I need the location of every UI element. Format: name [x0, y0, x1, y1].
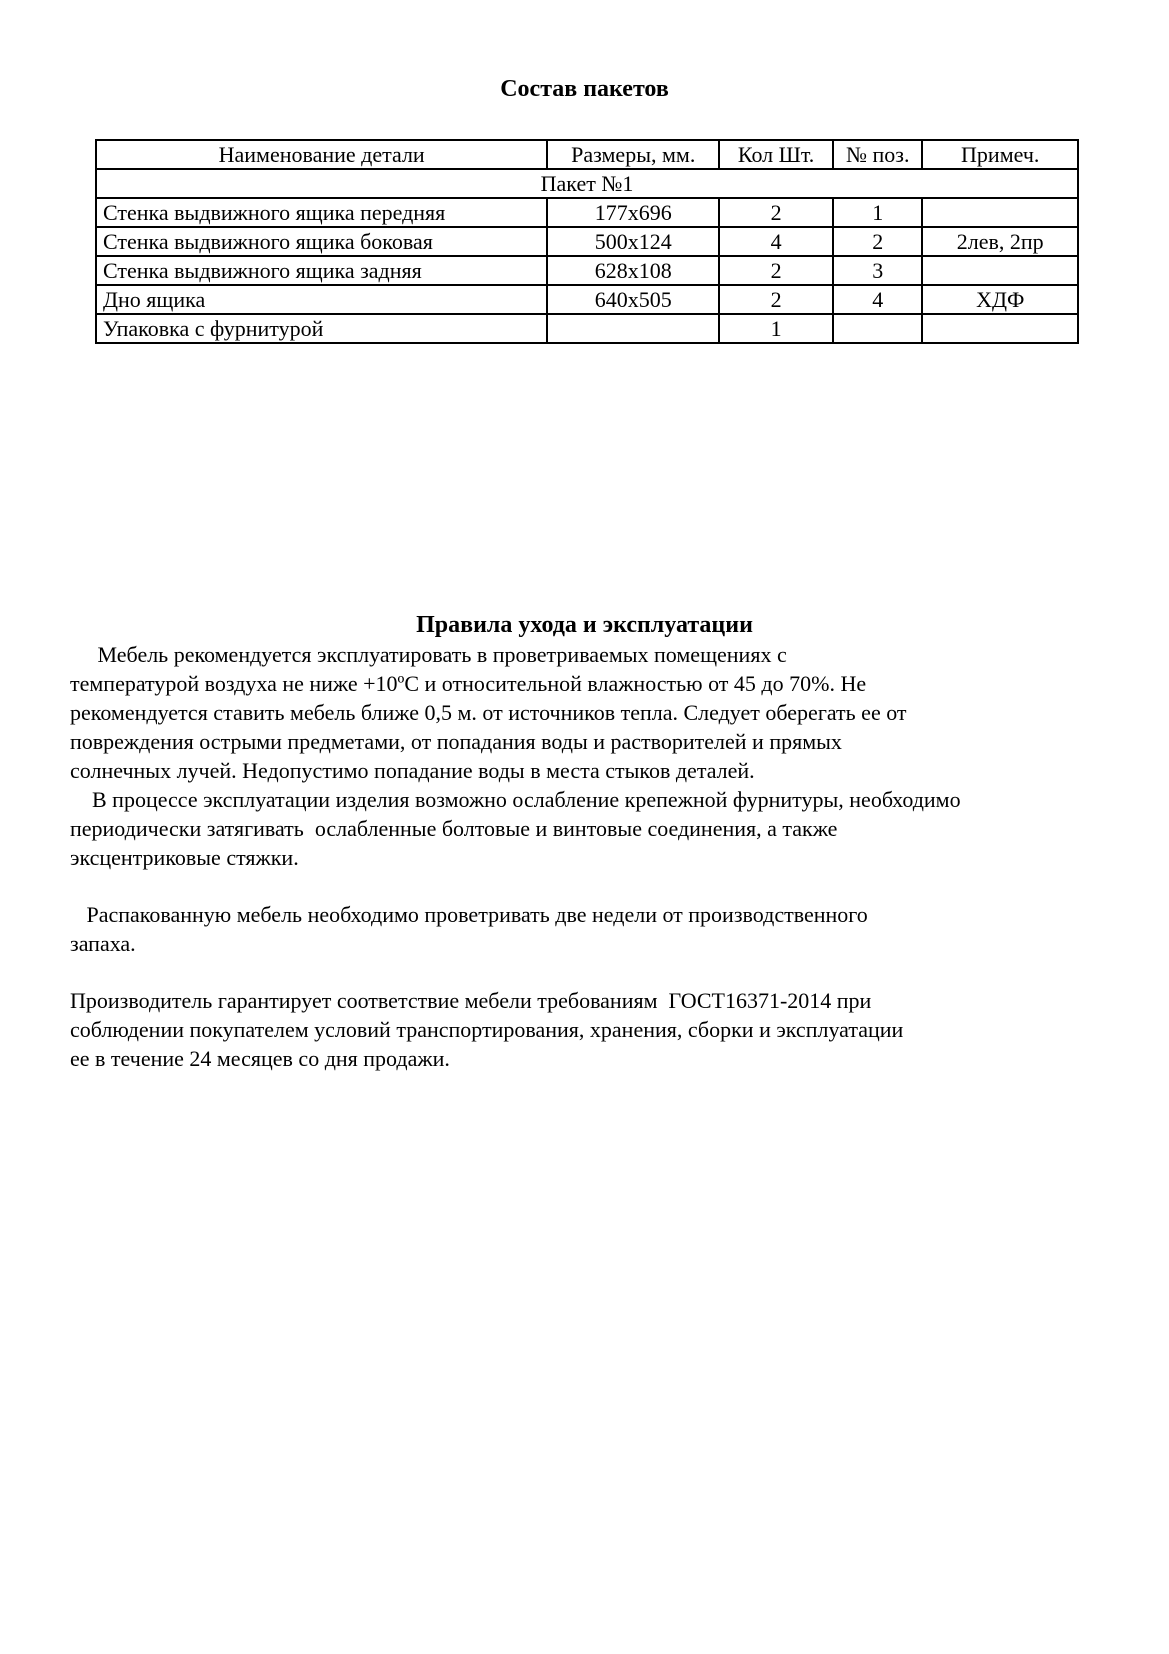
- warranty-paragraph: [70, 986, 1130, 1073]
- cell-note: [922, 314, 1078, 343]
- cell-note: ХДФ: [922, 285, 1078, 314]
- cell-pos: 2: [833, 227, 922, 256]
- header-note: Примеч.: [922, 140, 1078, 169]
- package-row: [96, 169, 1078, 198]
- care-paragraph-1: [70, 640, 1130, 785]
- cell-pos: 3: [833, 256, 922, 285]
- header-name: Наименование детали: [96, 140, 547, 169]
- text-line: Мебель рекомендуется эксплуатировать в проветриваемых помещениях с: [70, 642, 787, 667]
- header-pos: № поз.: [833, 140, 922, 169]
- cell-name: Стенка выдвижного ящика боковая: [96, 227, 547, 256]
- text-line: эксцентриковые стяжки.: [70, 845, 299, 870]
- cell-size: 177х696: [547, 198, 719, 227]
- text-line: периодически затягивать ослабленные болтовые и винтовые соединения, а также: [70, 816, 838, 841]
- cell-name: Упаковка с фурнитурой: [96, 314, 547, 343]
- text-line: соблюдении покупателем условий транспортирования, хранения, сборки и эксплуатации: [70, 1017, 904, 1042]
- text-line: запаха.: [70, 931, 136, 956]
- text-line: солнечных лучей. Недопустимо попадание воды в места стыков деталей.: [70, 758, 755, 783]
- cell-size: [547, 314, 719, 343]
- text-line: Распакованную мебель необходимо проветривать две недели от производственного: [70, 902, 868, 927]
- cell-pos: 1: [833, 198, 922, 227]
- table-header-row: [96, 140, 1078, 169]
- cell-qty: 1: [719, 314, 833, 343]
- text-line: рекомендуется ставить мебель ближе 0,5 м. от источников тепла. Следует оберегать ее от: [70, 700, 907, 725]
- text-line: ее в течение 24 месяцев со дня продажи.: [70, 1046, 450, 1071]
- cell-size: 500х124: [547, 227, 719, 256]
- table-row: [96, 198, 1078, 227]
- cell-size: 640х505: [547, 285, 719, 314]
- cell-name: Дно ящика: [96, 285, 547, 314]
- package-label: Пакет №1: [96, 169, 1078, 198]
- cell-qty: 4: [719, 227, 833, 256]
- text-line: Производитель гарантирует соответствие мебели требованиям ГОСТ16371-2014 при: [70, 988, 872, 1013]
- table-row: [96, 285, 1078, 314]
- cell-note: [922, 256, 1078, 285]
- cell-note: 2лев, 2пр: [922, 227, 1078, 256]
- cell-qty: 2: [719, 198, 833, 227]
- cell-name: Стенка выдвижного ящика задняя: [96, 256, 547, 285]
- parts-table: [95, 139, 1079, 344]
- care-paragraph-3: [70, 900, 1130, 958]
- cell-size: 628х108: [547, 256, 719, 285]
- text-line: температурой воздуха не ниже +10ºС и относительной влажностью от 45 до 70%. Не: [70, 671, 867, 696]
- header-size: Размеры, мм.: [547, 140, 719, 169]
- cell-qty: 2: [719, 256, 833, 285]
- cell-pos: 4: [833, 285, 922, 314]
- text-line: В процессе эксплуатации изделия возможно ослабление крепежной фурнитуры, необходимо: [70, 787, 961, 812]
- header-qty: Кол Шт.: [719, 140, 833, 169]
- care-title: Правила ухода и эксплуатации: [416, 612, 753, 638]
- cell-pos: [833, 314, 922, 343]
- page-title: Состав пакетов: [500, 76, 669, 102]
- cell-qty: 2: [719, 285, 833, 314]
- table-row: [96, 314, 1078, 343]
- text-line: повреждения острыми предметами, от попадания воды и растворителей и прямых: [70, 729, 842, 754]
- table-row: [96, 256, 1078, 285]
- cell-note: [922, 198, 1078, 227]
- care-paragraph-2: [70, 785, 1130, 872]
- cell-name: Стенка выдвижного ящика передняя: [96, 198, 547, 227]
- table-row: [96, 227, 1078, 256]
